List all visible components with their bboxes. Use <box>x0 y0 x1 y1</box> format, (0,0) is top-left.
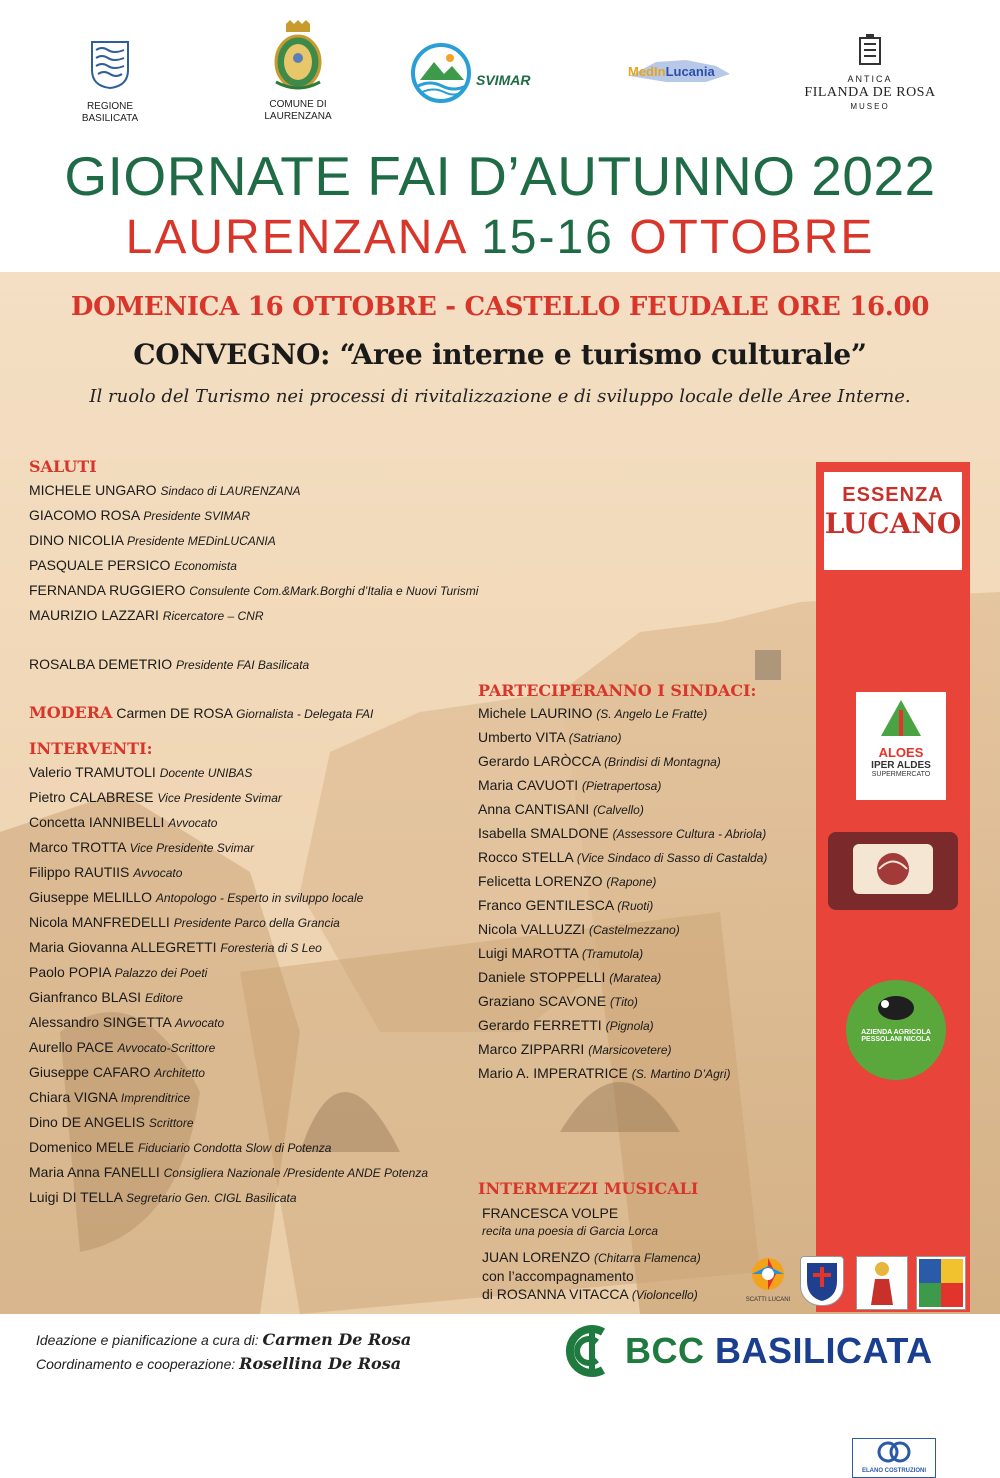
sponsor-bar <box>816 462 970 1474</box>
list-item: Pietro CALABRESE Vice Presidente Svimar <box>29 789 282 805</box>
credit-ideazione: Ideazione e pianificazione a cura di: Carmen De Rosa <box>36 1330 412 1349</box>
aloes-leaf-icon <box>871 696 931 740</box>
list-item: GIACOMO ROSA Presidente SVIMAR <box>29 507 251 523</box>
list-item: Maria Giovanna ALLEGRETTI Foresteria di S Leo <box>29 939 322 955</box>
scatti-lucani-logo <box>744 1256 792 1308</box>
musica-heading: INTERMEZZI MUSICALI <box>478 1179 699 1198</box>
list-item: Michele LAURINO (S. Angelo Le Fratte) <box>478 705 708 721</box>
list-item: Gerardo FERRETTI (Pignola) <box>478 1017 654 1033</box>
scatti-word: SCATTI LUCANI <box>745 1297 791 1303</box>
lucania-word: Lucania <box>665 64 715 79</box>
comune-crest-icon <box>268 22 328 94</box>
essenza-lucano-logo <box>824 472 962 570</box>
list-item: Valerio TRAMUTOLI Docente UNIBAS <box>29 764 253 780</box>
performer-vitacca: di ROSANNA VITACCA (Violoncello) <box>482 1286 698 1302</box>
elano-costruzioni-logo <box>852 1438 936 1478</box>
sindaci-heading: PARTECIPERANNO I SINDACI: <box>478 681 757 700</box>
bcc-name: BCC BASILICATA <box>625 1330 933 1371</box>
filanda-emblem-icon <box>856 34 884 68</box>
medinlucania-name <box>628 64 715 79</box>
spacer <box>29 628 489 652</box>
list-item: Gianfranco BLASI Editore <box>29 989 183 1005</box>
vineyard-emblem-icon <box>833 836 953 906</box>
list-item: Domenico MELE Fiduciario Condotta Slow di Potenza <box>29 1139 332 1155</box>
list-item: Gerardo LARÒCCA (Brindisi di Montagna) <box>478 753 721 769</box>
elano-word: ELANO COSTRUZIONI <box>862 1468 926 1474</box>
azienda-vino-logo <box>828 832 958 910</box>
cow-icon <box>871 990 921 1024</box>
list-item: Mario A. IMPERATRICE (S. Martino D’Agri) <box>478 1065 731 1081</box>
list-item: MICHELE UNGARO Sindaco di LAURENZANA <box>29 482 301 498</box>
town-name: LAURENZANA <box>125 211 466 264</box>
list-item: Aurello PACE Avvocato-Scrittore <box>29 1039 216 1055</box>
essenza-word: ESSENZA <box>842 484 944 506</box>
list-item: Nicola VALLUZZI (Castelmezzano) <box>478 921 680 937</box>
list-item: Luigi DI TELLA Segretario Gen. CIGL Basilicata <box>29 1189 297 1205</box>
logo-strip <box>0 0 1000 140</box>
comune-laurenzana-logo <box>258 22 338 123</box>
accompaniment-line: con l’accompagnamento <box>482 1268 634 1284</box>
regione-caption: REGIONE BASILICATA <box>81 101 139 124</box>
protezione-civile-badge <box>800 1256 844 1306</box>
iper-aldes-word: IPER ALDES <box>871 760 931 771</box>
aloes-supermercato-logo <box>856 692 946 800</box>
supermercato-word: SUPERMERCATO <box>871 771 931 778</box>
main-title: GIORNATE FAI D’AUTUNNO 2022 <box>64 145 936 207</box>
comune-caption-line2: LAURENZANA <box>264 111 332 122</box>
comune-caption-line1: COMUNE DI <box>269 99 327 110</box>
svimar-circle-icon <box>410 42 472 104</box>
medin-word: MedIn <box>628 64 666 79</box>
list-item: Maria CAVUOTI (Pietrapertosa) <box>478 777 662 793</box>
bcc-mark-icon <box>563 1322 621 1380</box>
filanda-line1: ANTICA <box>847 74 893 84</box>
list-item: FERNANDA RUGGIERO Consulente Com.&Mark.Borghi d’Italia e Nuovi Turismi <box>29 582 479 598</box>
lucano-word: LUCANO <box>824 507 962 540</box>
spacer <box>482 1240 808 1248</box>
interventi-list <box>29 760 489 1210</box>
spacer <box>478 1086 808 1178</box>
spacer <box>29 677 489 701</box>
list-item: Isabella SMALDONE (Assessore Cultura - Abriola) <box>478 825 767 841</box>
conference-title: CONVEGNO: “Aree interne e turismo culturale” <box>133 338 867 371</box>
list-item: Graziano SCAVONE (Tito) <box>478 993 638 1009</box>
list-item: Felicetta LORENZO (Rapone) <box>478 873 657 889</box>
list-item: Nicola MANFREDELLI Presidente Parco della Grancia <box>29 914 340 930</box>
saint-figure-icon <box>857 1257 907 1309</box>
svimar-name: SVIMAR <box>476 72 531 88</box>
list-item: Concetta IANNIBELLI Avvocato <box>29 814 218 830</box>
list-item: Paolo POPIA Palazzo dei Poeti <box>29 964 208 980</box>
list-item: Franco GENTILESCA (Ruoti) <box>478 897 654 913</box>
saluti-extra: ROSALBA DEMETRIO Presidente FAI Basilicata <box>29 656 310 672</box>
pessolani-nicola-logo <box>846 980 946 1080</box>
regione-shield-icon <box>90 40 130 90</box>
list-item: MAURIZIO LAZZARI Ricercatore – CNR <box>29 607 264 623</box>
list-item: Giuseppe MELILLO Antopologo - Esperto in sviluppo locale <box>29 889 364 905</box>
modera-line: MODERA Carmen DE ROSA Giornalista - Delegata FAI <box>29 703 374 722</box>
list-item: Rocco STELLA (Vice Sindaco di Sasso di Castalda) <box>478 849 768 865</box>
list-item: Filippo RAUTIIS Avvocato <box>29 864 183 880</box>
saluti-list <box>29 478 489 628</box>
interventi-heading: INTERVENTI: <box>29 739 153 758</box>
list-item: PASQUALE PERSICO Economista <box>29 557 237 573</box>
elano-mark-icon <box>874 1441 914 1463</box>
sindaci-list <box>478 702 808 1086</box>
list-item: Alessandro SINGETTA Avvocato <box>29 1014 225 1030</box>
list-item: Umberto VITA (Satriano) <box>478 729 622 745</box>
list-item: Luigi MAROTTA (Tramutola) <box>478 945 644 961</box>
azienda-agricola-word: AZIENDA AGRICOLA <box>861 1029 931 1036</box>
quartered-arms-icon <box>917 1257 965 1309</box>
event-month: OTTOBRE <box>629 211 875 264</box>
performer-volpe-note: recita una poesia di Garcia Lorca <box>482 1224 659 1238</box>
list-item: DINO NICOLIA Presidente MEDinLUCANIA <box>29 532 276 548</box>
aloes-word: ALOES <box>878 745 924 760</box>
program-right-column <box>478 680 808 1304</box>
list-item: Dino DE ANGELIS Scrittore <box>29 1114 194 1130</box>
saluti-heading: SALUTI <box>29 457 97 476</box>
list-item: Marco TROTTA Vice Presidente Svimar <box>29 839 255 855</box>
event-date-line: DOMENICA 16 OTTOBRE - CASTELLO FEUDALE ORE 16.00 <box>70 292 930 322</box>
spacer <box>29 726 489 738</box>
list-item: Chiara VIGNA Imprenditrice <box>29 1089 191 1105</box>
coat-of-arms-emblem <box>916 1256 966 1310</box>
conference-subtitle: Il ruolo del Turismo nei processi di rivitalizzazione e di sviluppo locale delle Aree Interne. <box>89 386 911 407</box>
camera-aperture-icon <box>750 1256 786 1292</box>
town-date-title <box>0 210 1000 266</box>
list-item: Marco ZIPPARRI (Marsicovetere) <box>478 1041 672 1057</box>
pessolani-word: PESSOLANI NICOLA <box>861 1036 931 1043</box>
list-item: Giuseppe CAFARO Architetto <box>29 1064 205 1080</box>
program-left-column <box>29 456 489 1210</box>
list-item: Anna CANTISANI (Calvello) <box>478 801 644 817</box>
list-item: Daniele STOPPELLI (Maratea) <box>478 969 662 985</box>
regione-basilicata-logo <box>60 40 160 125</box>
credit-coordinamento: Coordinamento e cooperazione: Rosellina De Rosa <box>36 1354 402 1373</box>
event-dates: 15-16 <box>481 211 614 264</box>
list-item: Maria Anna FANELLI Consigliera Nazionale /Presidente ANDE Potenza <box>29 1164 429 1180</box>
saint-emblem <box>856 1256 908 1310</box>
filanda-de-rosa-logo <box>800 34 940 113</box>
performer-volpe: FRANCESCA VOLPE <box>482 1205 619 1221</box>
shield-badge-icon <box>801 1257 843 1303</box>
bcc-basilicata-logo <box>563 1322 973 1382</box>
filanda-line2: FILANDA DE ROSA <box>804 85 936 100</box>
filanda-line3: MUSEO <box>850 102 890 111</box>
performer-lorenzo: JUAN LORENZO (Chitarra Flamenca) <box>482 1249 701 1265</box>
